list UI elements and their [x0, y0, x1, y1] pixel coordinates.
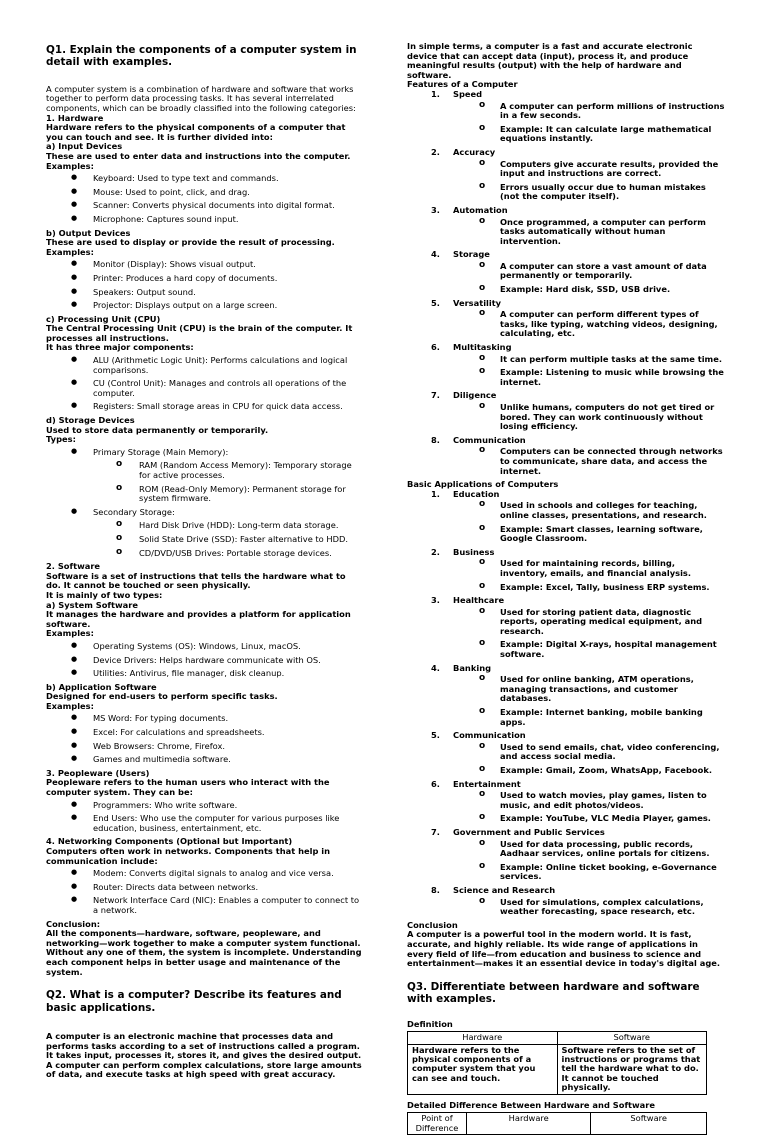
item-title: Accuracy — [453, 146, 496, 157]
list-item — [407, 343, 725, 387]
sub-point: o Example: Listening to music while browsing the internet. — [407, 368, 725, 387]
list-item: ● MS Word: For typing documents. — [46, 714, 362, 724]
numbered-heading — [407, 299, 725, 309]
software-desc-2: It is mainly of two types: — [46, 589, 163, 600]
sub-point-list — [407, 310, 725, 339]
secondary-storage-label: Secondary Storage: — [93, 506, 175, 517]
numbered-heading — [407, 436, 725, 446]
sub-point-list — [407, 102, 725, 144]
sub-point: o Used to watch movies, play games, listen to music, and edit photos/videos. — [407, 791, 725, 810]
item-number: 6. — [431, 778, 440, 789]
sub-point: o Example: YouTube, VLC Media Player, games. — [407, 814, 725, 824]
system-examples-label: Examples: — [46, 628, 94, 639]
table-header-cell: Hardware — [467, 1113, 591, 1135]
q2-title: Q2. What is a computer? Describe its features and basic applications. — [46, 989, 342, 1014]
networking-heading: 4. Networking Components (Optional but Important) — [46, 836, 293, 847]
list-item — [407, 731, 725, 775]
storage-types-list — [46, 448, 362, 458]
list-item: ● Registers: Small storage areas in CPU for quick data access. — [46, 402, 362, 412]
left-column — [46, 0, 362, 1080]
q1-intro: A computer system is a combination of hardware and software that works together to perform data processing tasks. It has several interrelated components, which can be broadly classified into the following categories: — [46, 83, 356, 113]
table-row — [408, 1032, 707, 1044]
table-row — [408, 1113, 707, 1135]
item-title: Government and Public Services — [453, 826, 605, 837]
item-number: 3. — [431, 204, 440, 215]
numbered-heading — [407, 343, 725, 353]
list-item: ● Operating Systems (OS): Windows, Linux, macOS. — [46, 642, 362, 652]
item-number: 3. — [431, 595, 440, 606]
system-software-list — [46, 642, 362, 679]
storage-types-label: Types: — [46, 434, 76, 445]
sub-point: o Example: Excel, Tally, business ERP systems. — [407, 583, 725, 593]
output-examples-label: Examples: — [46, 246, 94, 257]
sub-point: o Unlike humans, computers do not get tired or bored. They can work continuously without losing efficiency. — [407, 403, 725, 432]
list-item — [407, 90, 725, 144]
input-devices-desc: These are used to enter data and instructions into the computer. — [46, 150, 351, 161]
sub-point: o Used for online banking, ATM operations, managing transactions, and customer databases. — [407, 675, 725, 704]
cpu-components-list — [46, 356, 362, 412]
list-item — [407, 780, 725, 824]
q1-conclusion: All the components—hardware, software, peopleware, and networking—work together to make a computer system functional. Without any one of them, the system is incomplete. Understanding each component helps in better usage and maintenance of the system. — [46, 928, 362, 977]
list-item — [46, 508, 362, 518]
sub-point: o A computer can store a vast amount of data permanently or temporarily. — [407, 262, 725, 281]
item-number: 1. — [431, 88, 440, 99]
item-number: 2. — [431, 146, 440, 157]
sub-point: o Used for data processing, public records, Aadhaar services, online portals for citizens. — [407, 840, 725, 859]
application-software-desc: Designed for end-users to perform specific tasks. — [46, 691, 278, 702]
cpu-heading: c) Processing Unit (CPU) — [46, 313, 161, 324]
list-item: o Hard Disk Drive (HDD): Long-term data storage. — [46, 521, 362, 531]
input-devices-heading: a) Input Devices — [46, 141, 123, 152]
list-item — [46, 448, 362, 458]
item-number: 6. — [431, 342, 440, 353]
list-item — [407, 436, 725, 476]
item-number: 7. — [431, 390, 440, 401]
hardware-desc: Hardware refers to the physical components of a computer that you can touch and see. It is further divided into: — [46, 122, 346, 142]
item-title: Education — [453, 488, 500, 499]
list-item — [407, 391, 725, 431]
storage-desc: Used to store data permanently or temporarily. — [46, 424, 269, 435]
sub-point: o Once programmed, a computer can perform tasks automatically without human intervention. — [407, 218, 725, 247]
sub-point-list — [407, 160, 725, 202]
hardware-heading: 1. Hardware — [46, 112, 104, 123]
list-item: ● Device Drivers: Helps hardware communicate with OS. — [46, 656, 362, 666]
table-cell: Hardware refers to the physical components of a computer system that you can see and touch. — [408, 1044, 558, 1094]
list-item — [407, 250, 725, 294]
software-heading: 2. Software — [46, 561, 101, 572]
list-item: o CD/DVD/USB Drives: Portable storage devices. — [46, 549, 362, 559]
list-item: ● Programmers: Who write software. — [46, 801, 362, 811]
sub-point-list — [407, 840, 725, 882]
detailed-difference-heading: Detailed Difference Between Hardware and Software — [407, 1099, 656, 1110]
primary-storage-list — [46, 461, 362, 503]
item-title: Entertainment — [453, 778, 521, 789]
list-item — [407, 664, 725, 728]
sub-point-list — [407, 447, 725, 476]
numbered-heading — [407, 548, 725, 558]
cpu-desc: The Central Processing Unit (CPU) is the brain of the computer. It processes all instructions. — [46, 323, 353, 343]
applications-heading: Basic Applications of Computers — [407, 479, 559, 490]
item-title: Multitasking — [453, 342, 512, 353]
networking-list — [46, 869, 362, 915]
definition-table — [407, 1031, 707, 1094]
q1-conclusion-heading: Conclusion: — [46, 918, 101, 929]
item-number: 1. — [431, 488, 440, 499]
application-software-heading: b) Application Software — [46, 681, 157, 692]
sub-point: o Example: It can calculate large mathematical equations instantly. — [407, 125, 725, 144]
sub-point: o Example: Hard disk, SSD, USB drive. — [407, 285, 725, 295]
application-examples-label: Examples: — [46, 700, 94, 711]
input-devices-list — [46, 174, 362, 224]
list-item: ● Router: Directs data between networks. — [46, 883, 362, 893]
item-number: 2. — [431, 546, 440, 557]
difference-table — [407, 1112, 707, 1135]
sub-point: o Errors usually occur due to human mistakes (not the computer itself). — [407, 183, 725, 202]
list-item: o Solid State Drive (SSD): Faster alternative to HDD. — [46, 535, 362, 545]
list-item: ● Network Interface Card (NIC): Enables a computer to connect to a network. — [46, 896, 362, 915]
sub-point: o Example: Online ticket booking, e-Governance services. — [407, 863, 725, 882]
q2-simple-terms: In simple terms, a computer is a fast and accurate electronic device that can accept data (input), process it, and produce meaningful results (output) with the help of hardware and software. — [407, 41, 693, 80]
list-item: ● Modem: Converts digital signals to analog and vice versa. — [46, 869, 362, 879]
sub-point-list — [407, 675, 725, 727]
features-list — [407, 90, 725, 476]
secondary-storage-wrap — [46, 508, 362, 518]
table-cell: Software refers to the set of instructions or programs that tell the hardware what to do. It cannot be touched physically. — [557, 1044, 707, 1094]
sub-point: o Used to send emails, chat, video conferencing, and access social media. — [407, 743, 725, 762]
output-devices-heading: b) Output Devices — [46, 227, 131, 238]
list-item: ● Utilities: Antivirus, file manager, disk cleanup. — [46, 669, 362, 679]
sub-point: o Used in schools and colleges for teaching, online classes, presentations, and research. — [407, 501, 725, 520]
numbered-heading — [407, 490, 725, 500]
list-item: ● Keyboard: Used to type text and commands. — [46, 174, 362, 184]
applications-list — [407, 490, 725, 917]
q2-conclusion-heading: Conclusion — [407, 919, 458, 930]
item-number: 4. — [431, 662, 440, 673]
list-item: ● Microphone: Captures sound input. — [46, 215, 362, 225]
numbered-heading — [407, 886, 725, 896]
sub-point-list — [407, 791, 725, 824]
numbered-heading — [407, 731, 725, 741]
sub-point-list — [407, 559, 725, 592]
storage-heading: d) Storage Devices — [46, 415, 135, 426]
item-number: 8. — [431, 434, 440, 445]
output-devices-list — [46, 260, 362, 310]
list-item — [407, 596, 725, 660]
list-item: ● Monitor (Display): Shows visual output. — [46, 260, 362, 270]
item-number: 8. — [431, 884, 440, 895]
item-title: Communication — [453, 730, 526, 741]
numbered-heading — [407, 780, 725, 790]
list-item: o RAM (Random Access Memory): Temporary storage for active processes. — [46, 461, 362, 480]
features-heading: Features of a Computer — [407, 79, 518, 90]
application-software-list — [46, 714, 362, 764]
q3-title: Q3. Differentiate between hardware and software with examples. — [407, 980, 700, 1006]
sub-point: o Example: Internet banking, mobile banking apps. — [407, 708, 725, 727]
numbered-heading — [407, 206, 725, 216]
list-item — [407, 548, 725, 592]
sub-point: o A computer can perform millions of instructions in a few seconds. — [407, 102, 725, 121]
item-number: 4. — [431, 249, 440, 260]
q1-title: Q1. Explain the components of a computer system in detail with examples. — [46, 44, 357, 69]
output-devices-desc: These are used to display or provide the result of processing. — [46, 237, 335, 248]
numbered-heading — [407, 596, 725, 606]
q2-conclusion: A computer is a powerful tool in the modern world. It is fast, accurate, and highly reliable. Its wide range of applications in every field of life—from education and business to science and entertainment—makes it an essential device in today's digital age. — [407, 929, 721, 969]
peopleware-list — [46, 801, 362, 834]
table-row — [408, 1044, 707, 1094]
sub-point-list — [407, 403, 725, 432]
sub-point: o It can perform multiple tasks at the same time. — [407, 355, 725, 365]
sub-point-list — [407, 608, 725, 660]
list-item — [407, 886, 725, 917]
q2-intro: A computer is an electronic machine that processes data and performs tasks according to a set of instructions called a program. It takes input, processes it, stores it, and gives the desired output. A computer can perform complex calculations, store large amounts of data, and execute tasks at high speed with great accuracy. — [46, 1030, 362, 1080]
system-software-heading: a) System Software — [46, 599, 138, 610]
item-number: 7. — [431, 826, 440, 837]
sub-point: o Example: Digital X-rays, hospital management software. — [407, 640, 725, 659]
item-title: Banking — [453, 662, 492, 673]
sub-point: o Used for simulations, complex calculations, weather forecasting, space research, etc. — [407, 898, 725, 917]
numbered-heading — [407, 664, 725, 674]
item-number: 5. — [431, 297, 440, 308]
list-item — [407, 206, 725, 246]
item-title: Speed — [453, 88, 483, 99]
list-item: ● Projector: Displays output on a large screen. — [46, 301, 362, 311]
list-item: ● Printer: Produces a hard copy of documents. — [46, 274, 362, 284]
list-item: ● Games and multimedia software. — [46, 755, 362, 765]
list-item: o ROM (Read-Only Memory): Permanent storage for system firmware. — [46, 485, 362, 504]
definition-heading: Definition — [407, 1018, 453, 1029]
table-header-cell: Hardware — [408, 1032, 558, 1044]
numbered-heading — [407, 148, 725, 158]
numbered-heading — [407, 828, 725, 838]
item-title: Versatility — [453, 297, 502, 308]
sub-point: o Used for storing patient data, diagnostic reports, operating medical equipment, and research. — [407, 608, 725, 637]
sub-point-list — [407, 898, 725, 917]
list-item — [407, 148, 725, 202]
list-item: ● Speakers: Output sound. — [46, 288, 362, 298]
list-item: ● Scanner: Converts physical documents into digital format. — [46, 201, 362, 211]
sub-point: o Example: Gmail, Zoom, WhatsApp, Facebook. — [407, 766, 725, 776]
sub-point-list — [407, 743, 725, 776]
cpu-desc-2: It has three major components: — [46, 342, 194, 353]
list-item: ● End Users: Who use the computer for various purposes like education, business, entertainment, etc. — [46, 814, 362, 833]
item-title: Business — [453, 546, 495, 557]
sub-point: o Computers give accurate results, provided the input and instructions are correct. — [407, 160, 725, 179]
sub-point: o A computer can perform different types of tasks, like typing, watching videos, designing, calculating, etc. — [407, 310, 725, 339]
list-item: ● Web Browsers: Chrome, Firefox. — [46, 742, 362, 752]
secondary-storage-list — [46, 521, 362, 558]
sub-point-list — [407, 355, 725, 388]
peopleware-heading: 3. Peopleware (Users) — [46, 767, 150, 778]
item-title: Automation — [453, 204, 508, 215]
table-header-cell: Software — [591, 1113, 707, 1135]
item-title: Science and Research — [453, 884, 556, 895]
peopleware-desc: Peopleware refers to the human users who interact with the computer system. They can be: — [46, 777, 330, 798]
list-item — [407, 490, 725, 544]
sub-point-list — [407, 501, 725, 543]
item-title: Healthcare — [453, 595, 505, 606]
numbered-heading — [407, 90, 725, 100]
sub-point-list — [407, 218, 725, 247]
item-title: Storage — [453, 249, 490, 260]
list-item — [407, 299, 725, 339]
table-header-cell: Software — [557, 1032, 707, 1044]
system-software-desc: It manages the hardware and provides a platform for application software. — [46, 609, 351, 629]
item-title: Diligence — [453, 390, 497, 401]
software-desc: Software is a set of instructions that tells the hardware what to do. It cannot be touched or seen physically. — [46, 570, 346, 591]
list-item — [407, 828, 725, 882]
list-item: ● Mouse: Used to point, click, and drag. — [46, 188, 362, 198]
sub-point: o Used for maintaining records, billing, inventory, emails, and financial analysis. — [407, 559, 725, 578]
numbered-heading — [407, 250, 725, 260]
primary-storage-label: Primary Storage (Main Memory): — [93, 446, 229, 457]
networking-desc: Computers often work in networks. Components that help in communication include: — [46, 846, 331, 866]
sub-point: o Example: Smart classes, learning software, Google Classroom. — [407, 525, 725, 544]
table-header-cell: Point of Difference — [408, 1113, 467, 1135]
sub-point: o Computers can be connected through networks to communicate, share data, and access the internet. — [407, 447, 725, 476]
right-column — [407, 0, 725, 1135]
input-examples-label: Examples: — [46, 160, 94, 171]
sub-point-list — [407, 262, 725, 295]
list-item: ● Excel: For calculations and spreadsheets. — [46, 728, 362, 738]
item-number: 5. — [431, 730, 440, 741]
numbered-heading — [407, 391, 725, 401]
list-item: ● CU (Control Unit): Manages and controls all operations of the computer. — [46, 379, 362, 398]
item-title: Communication — [453, 434, 526, 445]
list-item: ● ALU (Arithmetic Logic Unit): Performs calculations and logical comparisons. — [46, 356, 362, 375]
